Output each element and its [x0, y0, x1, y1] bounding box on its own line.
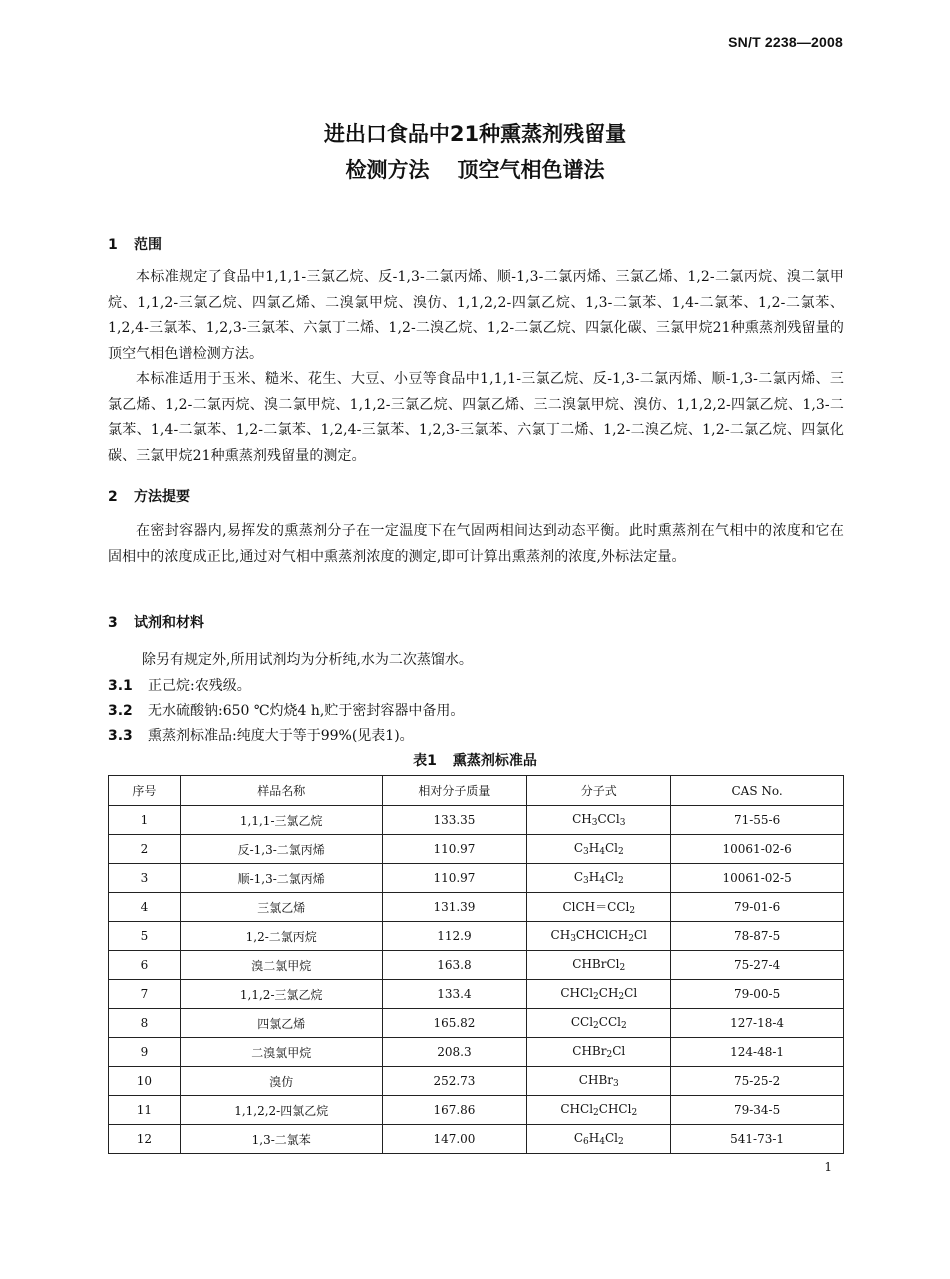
- cell-cas: 71-55-6: [671, 806, 844, 835]
- item-3-2: 3.2 无水硫酸钠:650 ℃灼烧4 h,贮于密封容器中备用。: [108, 703, 465, 719]
- table-row: [109, 864, 844, 893]
- cell-formula: $CHCl_2CH_2Cl$: [527, 980, 671, 1009]
- cell-name: 溴仿: [180, 1067, 382, 1096]
- header-formula: 分子式: [527, 776, 671, 806]
- cell-mw: 165.82: [382, 1009, 527, 1038]
- cell-mw: 112.9: [382, 922, 527, 951]
- cell-name: 二溴氯甲烷: [180, 1038, 382, 1067]
- header-name: 样品名称: [180, 776, 382, 806]
- cell-no: 1: [109, 806, 181, 835]
- page-number: 1: [824, 1160, 832, 1174]
- cell-name: 顺-1,3-二氯丙烯: [180, 864, 382, 893]
- cell-no: 9: [109, 1038, 181, 1067]
- scope-paragraph-1: 本标准规定了食品中1,1,1-三氯乙烷、反-1,3-二氯丙烯、顺-1,3-二氯丙烯、三氯乙烯、1,2-二氯丙烷、溴二氯甲烷、1,1,2-三氯乙烷、四氯乙烯、二溴氯甲烷、溴仿、1,1,2,2-四氯乙烷、1,3-二氯苯、1,4-二氯苯、1,2-二氯苯、1,2,4-三氯苯、1,2,3-三氯苯、六氯丁二烯、1,2-二溴乙烷、1,2-二氯乙烷、四氯化碳、三氯甲烷21种熏蒸剂残留量的顶空气相色谱检测方法。: [108, 269, 844, 362]
- table-row: [109, 951, 844, 980]
- cell-mw: 147.00: [382, 1125, 527, 1154]
- title-part2: 顶空气相色谱法: [457, 158, 605, 182]
- cell-mw: 131.39: [382, 893, 527, 922]
- table-caption: 表1 熏蒸剂标准品: [413, 753, 537, 769]
- cell-cas: 127-18-4: [671, 1009, 844, 1038]
- cell-formula: CHCl$_2$CHCl$_2$: [527, 1096, 671, 1125]
- scope-paragraph-2: 本标准适用于玉米、糙米、花生、大豆、小豆等食品中1,1,1-三氯乙烷、反-1,3-二氯丙烯、顺-1,3-二氯丙烯、三氯乙烯、1,2-二氯丙烷、溴二氯甲烷、1,1,2-三氯乙烷、四氯乙烯、三二溴氯甲烷、溴仿、1,1,2,2-四氯乙烷、1,3-二氯苯、1,4-二氯苯、1,2-二氯苯、1,2,4-三氯苯、1,2,3-三氯苯、六氯丁二烯、1,2-二溴乙烷、1,2-二氯乙烷、四氯化碳、三氯甲烷21种熏蒸剂残留量的测定。: [108, 371, 844, 464]
- cell-mw: 163.8: [382, 951, 527, 980]
- cell-cas: 79-34-5: [671, 1096, 844, 1125]
- cell-name: 1,1,2-三氯乙烷: [180, 980, 382, 1009]
- fumigant-standards-table: [108, 775, 844, 1154]
- cell-no: 10: [109, 1067, 181, 1096]
- cell-cas: 75-25-2: [671, 1067, 844, 1096]
- table-row: [109, 980, 844, 1009]
- cell-formula: $CH_3CCl_3$: [527, 806, 671, 835]
- item-3-1: 3.1 正己烷:农残级。: [108, 678, 251, 694]
- cell-mw: 133.35: [382, 806, 527, 835]
- cell-no: 4: [109, 893, 181, 922]
- title-part1: 检测方法: [345, 158, 430, 182]
- cell-name: 1,3-二氯苯: [180, 1125, 382, 1154]
- cell-no: 6: [109, 951, 181, 980]
- table-row: [109, 1009, 844, 1038]
- cell-cas: 10061-02-5: [671, 864, 844, 893]
- header-cas: CAS No.: [671, 776, 844, 806]
- cell-mw: 208.3: [382, 1038, 527, 1067]
- table-row: [109, 1067, 844, 1096]
- header-no: 序号: [109, 776, 181, 806]
- item-3-3: 3.3 熏蒸剂标准品:纯度大于等于99%(见表1)。: [108, 728, 414, 744]
- document-title-line2: [0, 154, 950, 184]
- cell-name: 1,2-二氯丙烷: [180, 922, 382, 951]
- cell-formula: CHBr$_3$: [527, 1067, 671, 1096]
- table-row: [109, 1125, 844, 1154]
- cell-name: 1,1,2,2-四氯乙烷: [180, 1096, 382, 1125]
- table-row: [109, 922, 844, 951]
- standard-code: SN/T 2238—2008: [728, 34, 843, 50]
- table-row: [109, 806, 844, 835]
- header-mw: 相对分子质量: [382, 776, 527, 806]
- cell-no: 2: [109, 835, 181, 864]
- table-row: [109, 1096, 844, 1125]
- cell-formula: CHBrCl$_2$: [527, 951, 671, 980]
- cell-formula: $C_3H_4Cl_2$: [527, 835, 671, 864]
- cell-cas: 75-27-4: [671, 951, 844, 980]
- cell-formula: ClCH＝CCl$_2$: [527, 893, 671, 922]
- cell-no: 5: [109, 922, 181, 951]
- cell-mw: 133.4: [382, 980, 527, 1009]
- cell-formula: $C_3H_4Cl_2$: [527, 864, 671, 893]
- cell-name: 三氯乙烯: [180, 893, 382, 922]
- cell-cas: 10061-02-6: [671, 835, 844, 864]
- cell-no: 12: [109, 1125, 181, 1154]
- cell-cas: 541-73-1: [671, 1125, 844, 1154]
- cell-no: 3: [109, 864, 181, 893]
- cell-mw: 252.73: [382, 1067, 527, 1096]
- document-title-line1: 进出口食品中21种熏蒸剂残留量: [323, 122, 627, 146]
- cell-formula: $CH_3CHClCH_2Cl$: [527, 922, 671, 951]
- cell-formula: CHBr$_2$Cl: [527, 1038, 671, 1067]
- reagent-note: 除另有规定外,所用试剂均为分析纯,水为二次蒸馏水。: [142, 652, 473, 668]
- cell-cas: 79-01-6: [671, 893, 844, 922]
- cell-name: 反-1,3-二氯丙烯: [180, 835, 382, 864]
- cell-name: 四氯乙烯: [180, 1009, 382, 1038]
- cell-cas: 124-48-1: [671, 1038, 844, 1067]
- cell-cas: 79-00-5: [671, 980, 844, 1009]
- cell-no: 7: [109, 980, 181, 1009]
- section-1-heading: 1 范围: [108, 237, 162, 253]
- cell-name: 1,1,1-三氯乙烷: [180, 806, 382, 835]
- cell-mw: 110.97: [382, 864, 527, 893]
- cell-mw: 110.97: [382, 835, 527, 864]
- cell-mw: 167.86: [382, 1096, 527, 1125]
- method-paragraph: 在密封容器内,易挥发的熏蒸剂分子在一定温度下在气固两相间达到动态平衡。此时熏蒸剂在气相中的浓度和它在固相中的浓度成正比,通过对气相中熏蒸剂浓度的测定,即可计算出熏蒸剂的浓度,外标法定量。: [108, 523, 844, 565]
- table-row: [109, 1038, 844, 1067]
- cell-formula: $C_6H_4Cl_2$: [527, 1125, 671, 1154]
- cell-name: 溴二氯甲烷: [180, 951, 382, 980]
- table-header-row: [109, 776, 844, 806]
- cell-formula: CCl$_2$CCl$_2$: [527, 1009, 671, 1038]
- table-row: [109, 893, 844, 922]
- section-3-heading: 3 试剂和材料: [108, 615, 204, 631]
- cell-no: 11: [109, 1096, 181, 1125]
- cell-no: 8: [109, 1009, 181, 1038]
- table-row: [109, 835, 844, 864]
- section-2-heading: 2 方法提要: [108, 489, 190, 505]
- cell-cas: 78-87-5: [671, 922, 844, 951]
